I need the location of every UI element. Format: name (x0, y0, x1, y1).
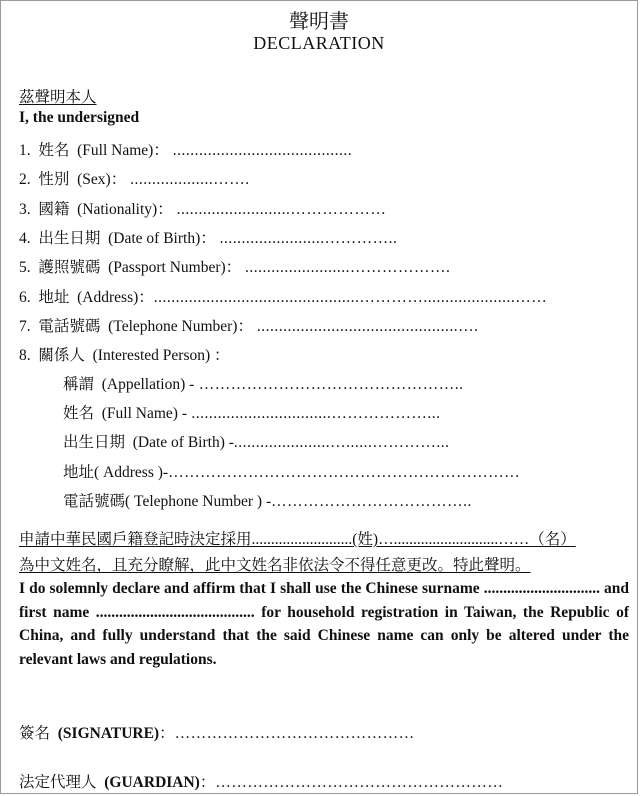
fill-in-line[interactable]: ……………………………….. (271, 493, 472, 510)
given-name-label: （名） (529, 531, 576, 548)
field-label-zh: 關係人 (38, 347, 85, 364)
field-number: 1. (19, 142, 31, 159)
field-number: 4. (19, 230, 31, 247)
sub-field-full-name[interactable] (63, 401, 441, 423)
field-label-en: (Date of Birth) - (132, 434, 234, 451)
field-label-en: (Full Name) - (101, 405, 187, 422)
field-interested-person (19, 343, 230, 365)
guardian-label-zh: 法定代理人 (19, 774, 97, 791)
guardian-colon: ： (199, 774, 216, 791)
field-label-en: (Appellation) - (101, 376, 195, 393)
fill-in-line[interactable]: ..............................................…. (256, 318, 479, 335)
field-number: 2. (19, 171, 31, 188)
name-line-prefix: 申請中華民國戶籍登記時決定採用 (19, 531, 252, 548)
zh-statement: 為中文姓名，且充分瞭解，此中文姓名非依法令不得任意更改。特此聲明。 (19, 557, 531, 574)
field-label-en: (Date of Birth)： (108, 230, 216, 247)
field-telephone-number[interactable] (19, 314, 478, 336)
en-statement-part3: for household registration in Taiwan, the Republic of China, and fully understand that the said Chinese name can only be altered under the relevant laws and regulations. (19, 603, 630, 668)
signature-label-en: (SIGNATURE) (57, 725, 160, 742)
sub-field-date-of-birth[interactable] (63, 430, 450, 452)
fill-in-line[interactable]: ………………………………………………………… (168, 464, 521, 481)
field-label-en: (Address)： (77, 289, 154, 306)
field-label-zh: 性別 (38, 171, 70, 188)
signature-field[interactable] (19, 721, 415, 743)
field-label-zh: 國籍 (38, 201, 70, 218)
signature-colon: ： (159, 725, 175, 742)
field-number: 5. (19, 259, 31, 276)
field-label-en: (Telephone Number)： (108, 318, 253, 335)
field-label-zh: 姓名 (63, 405, 95, 422)
field-label-zh: 姓名 (38, 142, 70, 159)
field-passport-number[interactable] (19, 255, 450, 277)
fill-in-line[interactable]: ................................………………... (187, 405, 441, 422)
fill-in-line[interactable]: ..........................……………… (176, 201, 387, 218)
field-sex[interactable] (19, 167, 250, 189)
field-label-zh: 出生日期 (38, 230, 101, 247)
field-address[interactable] (19, 285, 547, 307)
signature-fill-in[interactable]: ……………………………………… (174, 725, 415, 742)
guardian-field[interactable] (19, 770, 503, 792)
field-full-name[interactable] (19, 138, 352, 160)
field-label-en: (Nationality)： (77, 201, 173, 218)
given-name-fill-in[interactable]: …...........................…… (378, 531, 530, 548)
field-label-en: (Full Name)： (77, 142, 169, 159)
field-label-en: (Sex)： (77, 171, 127, 188)
intro-en: I, the undersigned (19, 109, 140, 126)
field-date-of-birth[interactable] (19, 226, 397, 248)
field-number: 6. (19, 289, 31, 306)
field-label-zh: 電話號碼 (63, 493, 126, 510)
guardian-fill-in[interactable]: ……………………………………………… (215, 774, 504, 791)
field-number: 7. (19, 318, 31, 335)
surname-fill-in[interactable]: .......................... (251, 531, 353, 548)
field-number: 3. (19, 201, 31, 218)
sub-field-telephone-number[interactable] (63, 489, 472, 511)
intro-zh: 茲聲明本人 (19, 89, 97, 106)
page-title-en: DECLARATION (253, 33, 385, 53)
fill-in-line[interactable]: ......................…......…………... (233, 434, 450, 451)
signature-label-zh: 簽名 (19, 725, 51, 742)
field-label-en: ( Address )- (94, 464, 169, 481)
field-label-zh: 地址 (38, 289, 70, 306)
surname-label: (姓) (352, 531, 379, 548)
en-statement-part2: and first name (19, 580, 630, 621)
field-label-zh: 地址 (63, 464, 95, 481)
guardian-label-en: (GUARDIAN) (104, 774, 200, 791)
chinese-name-line (19, 527, 576, 549)
fill-in-line[interactable]: ........................………………. (245, 259, 451, 276)
surname-fill-in[interactable]: .............................. (483, 580, 600, 597)
fill-in-line[interactable]: ………………………………………….. (194, 376, 464, 393)
fill-in-line[interactable]: ........................………….. (219, 230, 398, 247)
field-nationality[interactable] (19, 197, 386, 219)
first-name-fill-in[interactable]: ......................................... (95, 603, 255, 621)
field-label-en: (Interested Person) ： (92, 347, 230, 364)
field-label-zh: 護照號碼 (38, 259, 101, 276)
field-number: 8. (19, 347, 31, 364)
field-label-en: ( Telephone Number ) - (125, 493, 272, 510)
fill-in-line[interactable]: ...............................................………….....................…… (153, 289, 548, 306)
fill-in-line[interactable]: ...................……. (130, 171, 250, 188)
field-label-zh: 稱謂 (63, 376, 95, 393)
page-title-zh: 聲明書 (289, 11, 349, 33)
field-label-en: (Passport Number)： (108, 259, 242, 276)
sub-field-appellation[interactable] (63, 372, 463, 394)
sub-field-address[interactable] (63, 460, 520, 482)
fill-in-line[interactable]: ......................................... (172, 142, 353, 159)
en-statement-part1: I do solemnly declare and affirm that I shall use the Chinese surname (19, 580, 480, 597)
field-label-zh: 電話號碼 (38, 318, 101, 335)
field-label-zh: 出生日期 (63, 434, 126, 451)
en-statement (19, 577, 629, 671)
